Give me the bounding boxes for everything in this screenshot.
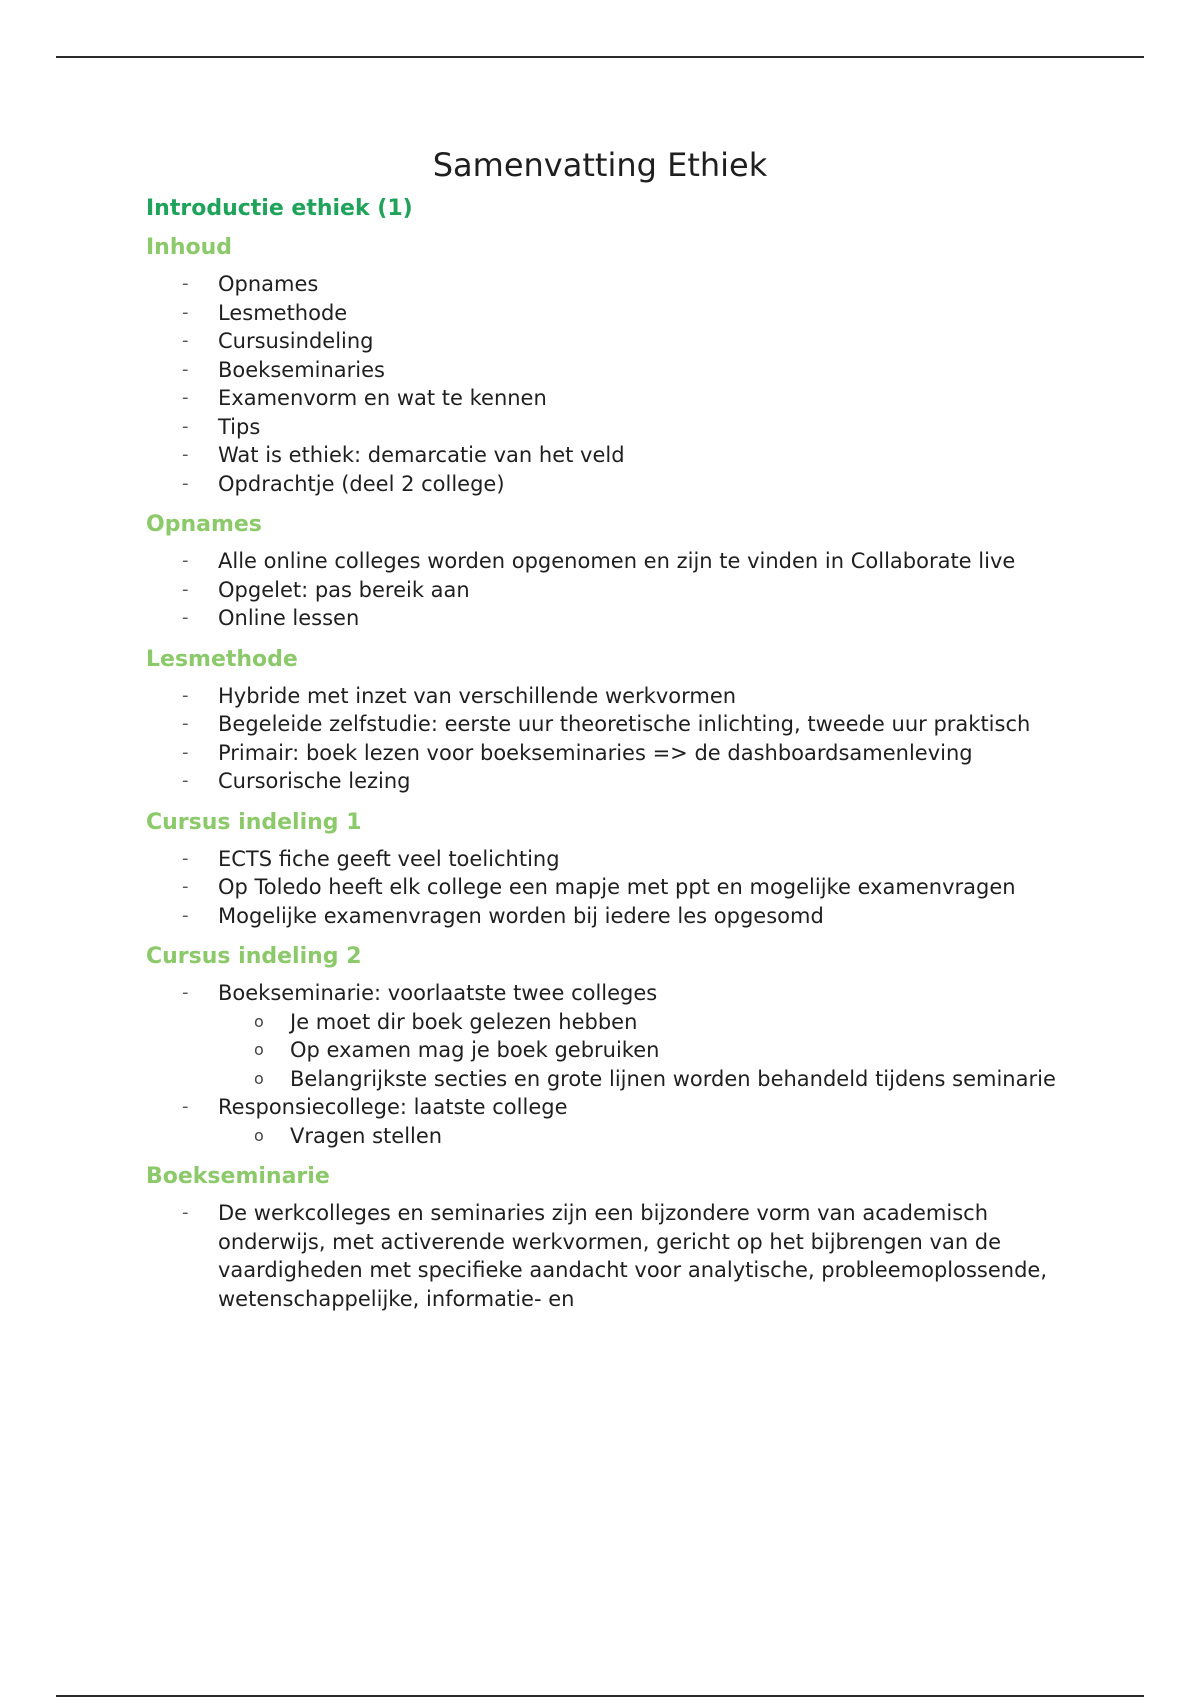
list-item-text: Lesmethode xyxy=(218,300,348,325)
header-rule xyxy=(56,56,1144,58)
list-item xyxy=(182,299,1066,328)
list-item-text: Online lessen xyxy=(218,606,360,630)
list-item-text: Begeleide zelfstudie: eerste uur theoretische inlichting, tweede uur praktisch xyxy=(218,712,1031,736)
dash-bullet-icon: - xyxy=(182,301,189,323)
section-heading: Inhoud xyxy=(146,235,233,260)
list-item xyxy=(182,1199,1066,1313)
list-item xyxy=(182,682,1066,711)
list-item xyxy=(182,441,1066,470)
sections xyxy=(146,235,1066,1313)
document-body xyxy=(146,138,1066,1313)
dash-bullet-icon: - xyxy=(182,607,189,628)
list-item-text: Cursorische lezing xyxy=(218,769,411,793)
list-item-text: Tips xyxy=(218,414,261,439)
dash-bullet-icon: - xyxy=(182,273,189,294)
circle-bullet-icon: o xyxy=(254,1068,264,1088)
list-item-text: Opnames xyxy=(218,272,319,296)
sub-list xyxy=(218,1008,1066,1094)
bullet-list xyxy=(146,1199,1066,1313)
circle-bullet-icon: o xyxy=(254,1125,264,1145)
sub-list-item-text: Belangrijkste secties en grote lijnen worden behandeld tijdens seminarie xyxy=(290,1066,1056,1091)
dash-bullet-icon: - xyxy=(182,415,189,437)
list-item xyxy=(182,902,1066,931)
list-item-text: Primair: boek lezen voor boekseminaries => de dashboardsamenleving xyxy=(218,740,973,765)
list-item xyxy=(182,604,1066,633)
list-item-text: Op Toledo heeft elk college een mapje met ppt en mogelijke examenvragen xyxy=(218,875,1016,899)
footer-rule xyxy=(56,1695,1144,1697)
bullet-list xyxy=(146,547,1066,633)
section-heading: Boekseminarie xyxy=(146,1164,330,1189)
dash-bullet-icon: - xyxy=(182,578,189,600)
section-heading: Opnames xyxy=(146,512,262,537)
sub-list-item xyxy=(254,1122,1066,1151)
bullet-list xyxy=(146,270,1066,498)
list-item xyxy=(182,767,1066,796)
list-item-text: Boekseminarie: voorlaatste twee colleges xyxy=(218,981,658,1005)
dash-bullet-icon: - xyxy=(182,330,189,351)
list-item xyxy=(182,1093,1066,1150)
bullet-list xyxy=(146,845,1066,931)
dash-bullet-icon: - xyxy=(182,1202,189,1223)
sub-list-item-text: Vragen stellen xyxy=(290,1123,443,1148)
list-item xyxy=(182,873,1066,902)
sub-list-item xyxy=(254,1008,1066,1037)
dash-bullet-icon: - xyxy=(182,876,189,897)
section-heading: Cursus indeling 1 xyxy=(146,809,362,835)
list-item xyxy=(182,739,1066,768)
list-item xyxy=(182,327,1066,356)
dash-bullet-icon: - xyxy=(182,358,189,380)
chapter-heading: Introductie ethiek (1) xyxy=(146,196,413,221)
circle-bullet-icon: o xyxy=(254,1040,264,1059)
dash-bullet-icon: - xyxy=(182,982,189,1003)
dash-bullet-icon: - xyxy=(182,904,189,926)
list-item xyxy=(182,979,1066,1093)
list-item-text: Wat is ethiek: demarcatie van het veld xyxy=(218,443,625,467)
list-item-text: Examenvorm en wat te kennen xyxy=(218,386,547,410)
list-item-text: Hybride met inzet van verschillende werkvormen xyxy=(218,683,737,708)
list-item-text: Opgelet: pas bereik aan xyxy=(218,577,470,602)
list-item-text: Boekseminaries xyxy=(218,357,385,382)
list-item xyxy=(182,470,1066,499)
list-item xyxy=(182,270,1066,299)
list-item xyxy=(182,384,1066,413)
dash-bullet-icon: - xyxy=(182,387,189,408)
dash-bullet-icon: - xyxy=(182,713,189,734)
sub-list-item xyxy=(254,1036,1066,1065)
dash-bullet-icon: - xyxy=(182,550,189,571)
dash-bullet-icon: - xyxy=(182,741,189,763)
page-title: Samenvatting Ethiek xyxy=(432,146,768,184)
list-item xyxy=(182,576,1066,605)
list-item-text: Cursusindeling xyxy=(218,329,374,353)
list-item xyxy=(182,413,1066,442)
dash-bullet-icon: - xyxy=(182,847,189,869)
list-item-text: ECTS fiche geeft veel toelichting xyxy=(218,846,560,871)
list-item-text: Responsiecollege: laatste college xyxy=(218,1095,568,1119)
list-item-text: Mogelijke examenvragen worden bij iedere les opgesomd xyxy=(218,903,824,928)
list-item-text: Alle online colleges worden opgenomen en zijn te vinden in Collaborate live xyxy=(218,549,1016,573)
list-item-text: Opdrachtje (deel 2 college) xyxy=(218,471,505,496)
dash-bullet-icon: - xyxy=(182,770,189,791)
bullet-list xyxy=(146,682,1066,796)
list-item xyxy=(182,547,1066,576)
dash-bullet-icon: - xyxy=(182,684,189,706)
sub-list-item-text: Op examen mag je boek gebruiken xyxy=(290,1038,660,1062)
list-item xyxy=(182,356,1066,385)
list-item-text: De werkcolleges en seminaries zijn een bijzondere vorm van academisch onderwijs, met activerende werkvormen, gericht op het bijbrengen van de vaardigheden met specifieke aandacht voor analytische, probleemoplossende, wetenschappelijke, informatie- en xyxy=(218,1201,1047,1311)
dash-bullet-icon: - xyxy=(182,444,189,465)
section-heading: Cursus indeling 2 xyxy=(146,944,362,969)
sub-list-item xyxy=(254,1065,1066,1094)
list-item xyxy=(182,710,1066,739)
sub-list xyxy=(218,1122,1066,1151)
circle-bullet-icon: o xyxy=(254,1011,264,1031)
dash-bullet-icon: - xyxy=(182,472,189,494)
list-item xyxy=(182,845,1066,874)
dash-bullet-icon: - xyxy=(182,1096,189,1117)
bullet-list xyxy=(146,979,1066,1150)
section-heading: Lesmethode xyxy=(146,646,298,672)
sub-list-item-text: Je moet dir boek gelezen hebben xyxy=(290,1009,638,1034)
